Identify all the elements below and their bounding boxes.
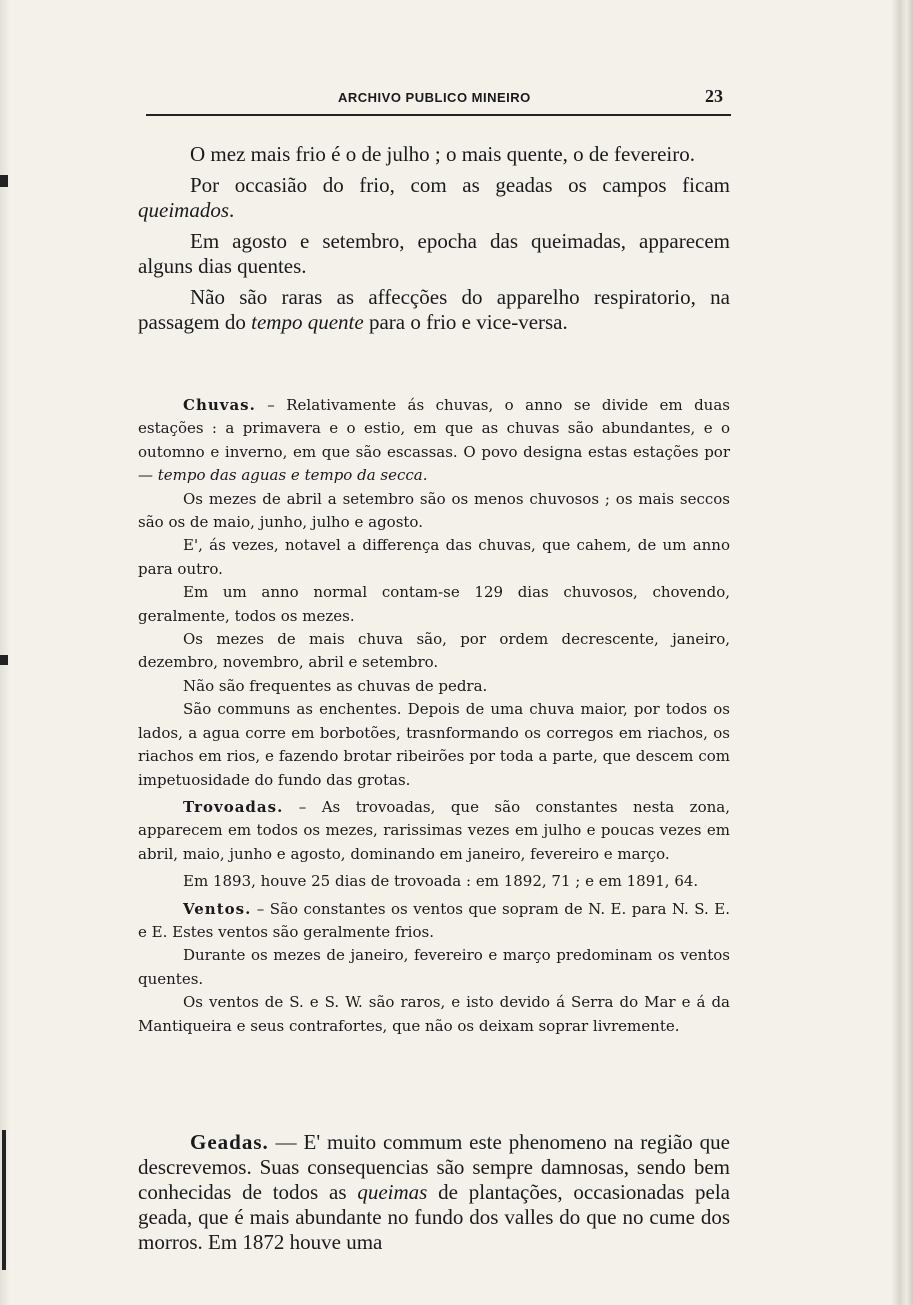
- paragraph: Os mezes de abril a setembro são os menos chuvosos ; os mais seccos são os de maio, junho, julho e agosto.: [138, 489, 730, 532]
- paragraph: Em um anno normal contam-se 129 dias chuvosos, chovendo, geralmente, todos os mezes.: [138, 583, 730, 625]
- page-right-edge: [891, 0, 913, 1305]
- page-left-edge: [0, 0, 10, 1305]
- page-number: 23: [705, 86, 723, 106]
- chuvas-paragraph: Chuvas. – Relativamente ás chuvas, o anno se divide em duas estações : a primavera e o estio, em que as chuvas são abundantes, e o outomno e inverno, em que são escassas. O povo designa estas estações por — tempo das aguas e tempo da secca.: [138, 396, 730, 485]
- paragraph: Em agosto e setembro, epocha das queimadas, apparecem alguns dias quentes.: [138, 229, 730, 278]
- section-heading-trovoadas: Trovoadas.: [183, 797, 284, 816]
- geadas-paragraph: Geadas. — E' muito commum este phenomeno na região que descrevemos. Suas consequencias são sempre damnosas, sendo bem conhecidas de todos as queimas de plantações, occasionadas pela geada, que é mais abundante no fundo dos valles do que no cume dos morros. Em 1872 houve uma: [138, 1130, 730, 1254]
- paragraph: E', ás vezes, notavel a differença das chuvas, que cahem, de um anno para outro.: [138, 536, 730, 578]
- paragraph: O mez mais frio é o de julho ; o mais quente, o de fevereiro.: [190, 142, 696, 166]
- page-header: [146, 86, 731, 114]
- paragraph: Não são raras as affecções do apparelho respiratorio, na passagem do tempo quente para o frio e vice-versa.: [138, 285, 730, 334]
- paragraph: Em 1893, houve 25 dias de trovoada : em 1892, 71 ; e em 1891, 64.: [183, 872, 699, 891]
- section-heading-ventos: Ventos.: [183, 899, 252, 918]
- margin-mark: [0, 175, 8, 187]
- intro-section: [138, 142, 730, 341]
- paragraph: São communs as enchentes. Depois de uma chuva maior, por todos os lados, a agua corre em borbotões, trasnformando os corregos em riachos, os riachos em rios, e fazendo brotar ribeirões por toda a parte, que descem com impetuosidade do fundo das grotas.: [138, 700, 730, 789]
- ventos-paragraph: Ventos. – São constantes os ventos que sopram de N. E. para N. S. E. e E. Estes ventos são geralmente frios.: [138, 899, 730, 941]
- running-title: ARCHIVO PUBLICO MINEIRO: [338, 90, 531, 105]
- margin-mark: [2, 1130, 6, 1270]
- paragraph: Os mezes de mais chuva são, por ordem decrescente, janeiro, dezembro, novembro, abril e setembro.: [138, 630, 730, 672]
- paragraph: Não são frequentes as chuvas de pedra.: [183, 676, 488, 695]
- weather-section: [138, 394, 730, 1038]
- header-rule: [146, 114, 731, 116]
- paragraph: Os ventos de S. e S. W. são raros, e isto devido á Serra do Mar e á da Mantiqueira e seus contrafortes, que não os deixam soprar livremente.: [138, 993, 730, 1035]
- margin-mark: [0, 655, 8, 665]
- geadas-section: [138, 1130, 730, 1261]
- trovoadas-paragraph: Trovoadas. – As trovoadas, que são constantes nesta zona, apparecem em todos os mezes, rarissimas vezes em julho e poucas vezes em abril, maio, junho e agosto, dominando em janeiro, fevereiro e março.: [138, 797, 730, 863]
- paragraph: Durante os mezes de janeiro, fevereiro e março predominam os ventos quentes.: [138, 946, 730, 988]
- section-heading-chuvas: Chuvas.: [183, 396, 256, 414]
- section-heading-geadas: Geadas.: [190, 1130, 269, 1154]
- paragraph: Por occasião do frio, com as geadas os campos ficam queimados.: [138, 173, 730, 222]
